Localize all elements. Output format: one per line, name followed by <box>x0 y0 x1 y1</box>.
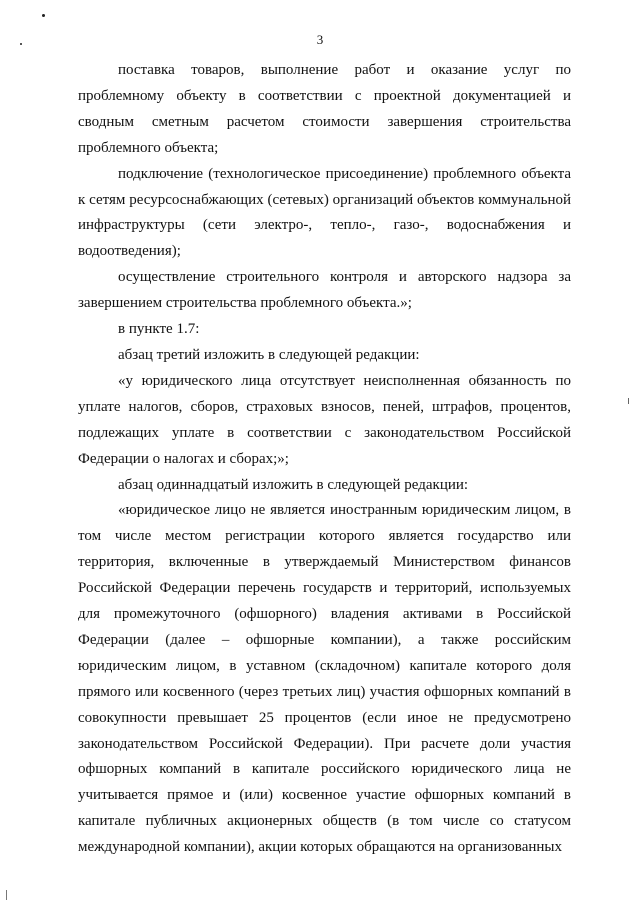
paragraph: абзац одиннадцатый изложить в следующей редакции: <box>118 476 469 493</box>
paragraph: осуществление строительного контроля и авторского надзора за завершением строительства проблемного объекта.»; <box>78 269 571 312</box>
scan-speck <box>42 14 45 17</box>
scan-edge-mark <box>6 890 7 900</box>
page-number: 3 <box>316 32 324 47</box>
paragraph: «юридическое лицо не является иностранным юридическим лицом, в том числе местом регистрации которого является государство или территория, включенные в утверждаемый Министерством финансов Российской Федерации перечень государств и территорий, используемых для промежуточного (офшорного) владения активами в Российской Федерации (далее – офшорные компании), а также российским юридическим лицом, в уставном (складочном) капитале которого доля прямого или косвенного (через третьих лиц) участия офшорных компаний в совокупности превышает 25 процентов (если иное не предусмотрено законодательством Российской Федерации). При расчете доли участия офшорных компаний в капитале российского юридического лица не учитывается прямое и (или) косвенное участие офшорных компаний в капитале публичных акционерных обществ (в том числе со статусом международной компании), акции которых обращаются на организованных <box>78 502 571 856</box>
paragraph: подключение (технологическое присоединение) проблемного объекта к сетям ресурсоснабжающих (сетевых) организаций объектов коммунальной инфраструктуры (сети электро-, тепло-, газо-, водоснабжения и водоотведения); <box>78 165 571 260</box>
paragraph: в пункте 1.7: <box>118 321 200 338</box>
document-body <box>78 58 571 861</box>
scan-edge-mark <box>628 398 629 404</box>
paragraph: абзац третий изложить в следующей редакции: <box>118 346 420 363</box>
paragraph: поставка товаров, выполнение работ и оказание услуг по проблемному объекту в соответствии с проектной документацией и сводным сметным расчетом стоимости завершения строительства проблемного объекта; <box>78 62 571 156</box>
paragraph: «у юридического лица отсутствует неисполненная обязанность по уплате налогов, сборов, страховых взносов, пеней, штрафов, процентов, подлежащих уплате в соответствии с законодательством Российской Федерации о налогах и сборах;»; <box>78 372 571 467</box>
